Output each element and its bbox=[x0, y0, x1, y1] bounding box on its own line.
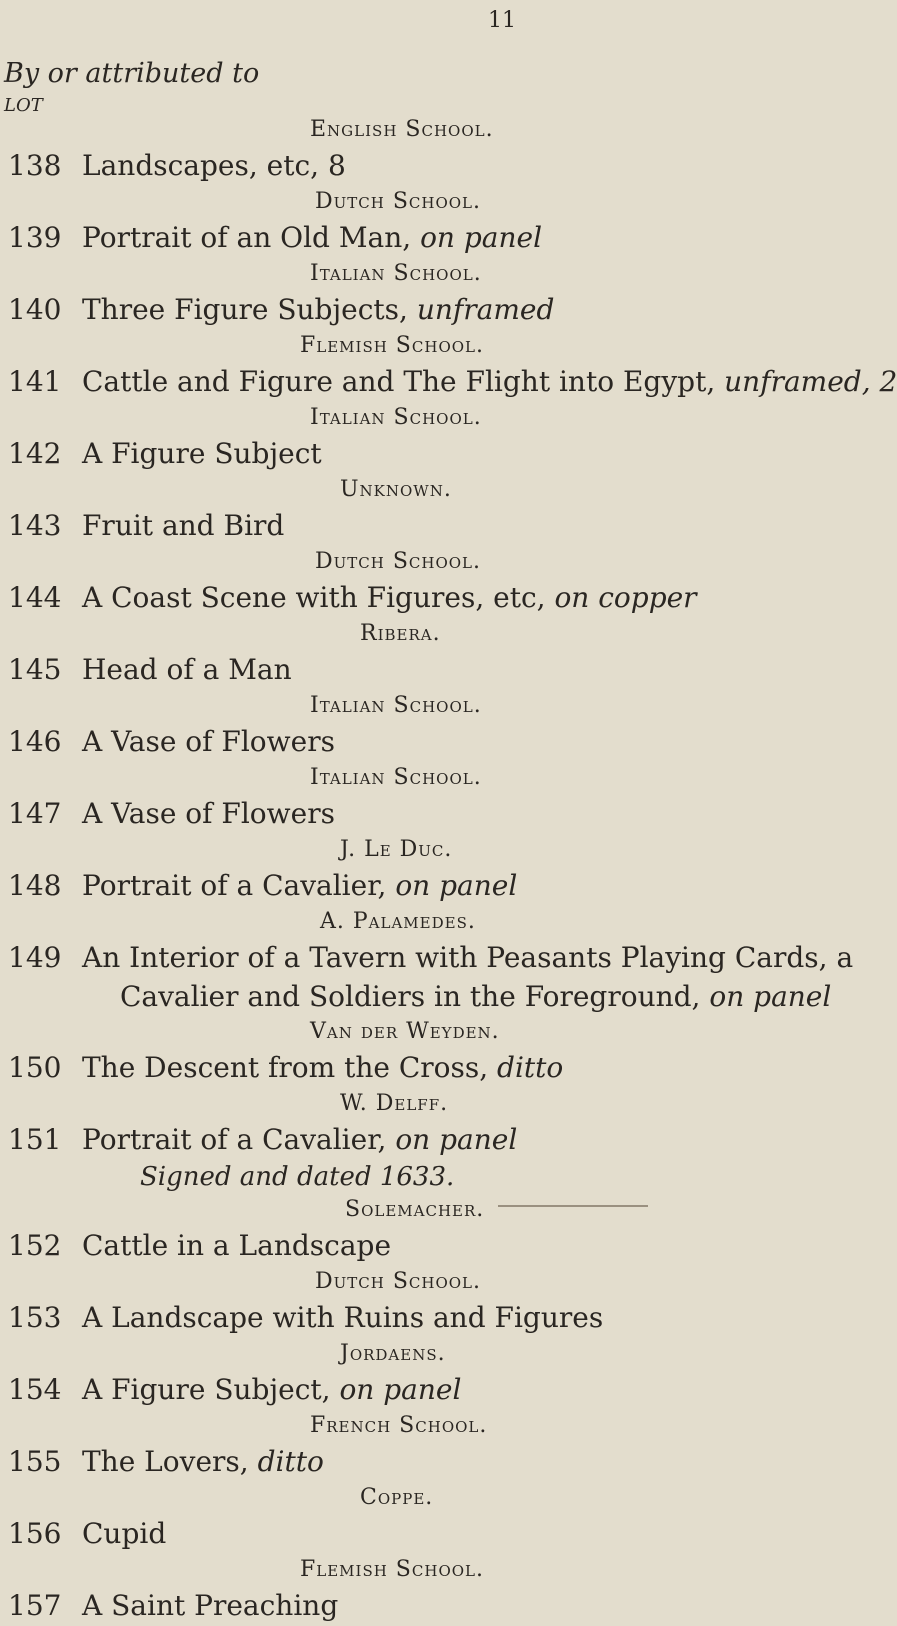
lot-title bbox=[82, 1370, 461, 1410]
lot-title bbox=[82, 650, 292, 690]
page-number: 11 bbox=[488, 8, 516, 33]
lot-row bbox=[0, 866, 800, 906]
lot-title bbox=[82, 938, 853, 978]
lot-entry bbox=[0, 1266, 800, 1338]
lot-title bbox=[82, 1586, 338, 1626]
lot-note: on panel bbox=[395, 869, 518, 902]
attribution: Coppe. bbox=[360, 1485, 434, 1510]
attribution: Solemacher. bbox=[345, 1197, 485, 1222]
lot-entry bbox=[0, 1088, 800, 1194]
lot-note: on panel bbox=[339, 1373, 462, 1406]
attribution: A. Palamedes. bbox=[320, 909, 476, 934]
lot-note: ditto bbox=[257, 1445, 324, 1478]
page-heading: By or attributed to bbox=[4, 58, 260, 89]
lot-number: 141 bbox=[8, 365, 62, 398]
lot-row bbox=[0, 362, 897, 402]
lot-entry bbox=[0, 762, 800, 834]
lot-row bbox=[0, 1586, 800, 1626]
attribution: Italian School. bbox=[310, 405, 482, 430]
attribution: Unknown. bbox=[340, 477, 452, 502]
lot-title bbox=[82, 866, 517, 906]
lot-number: 150 bbox=[8, 1051, 62, 1084]
lot-title bbox=[82, 1514, 166, 1554]
lot-row bbox=[0, 722, 800, 762]
attribution: Italian School. bbox=[310, 261, 482, 286]
lot-entry bbox=[0, 474, 800, 546]
lot-column-header: LOT bbox=[4, 95, 43, 116]
lot-title-text: An Interior of a Tavern with Peasants Playing Cards, a bbox=[82, 941, 854, 974]
lot-row bbox=[0, 218, 800, 258]
lot-title bbox=[82, 1048, 563, 1088]
lot-row bbox=[0, 290, 800, 330]
lot-entry bbox=[0, 834, 800, 906]
lot-title bbox=[82, 722, 335, 762]
lot-title bbox=[82, 362, 897, 402]
attribution: Dutch School. bbox=[315, 1269, 482, 1294]
attribution: Flemish School. bbox=[300, 333, 484, 358]
lot-number: 142 bbox=[8, 437, 62, 470]
lot-row bbox=[0, 1120, 800, 1160]
attribution: English School. bbox=[310, 117, 494, 142]
lot-title-text: Portrait of an Old Man, bbox=[82, 221, 412, 254]
lot-entry bbox=[0, 906, 854, 1016]
lot-row bbox=[0, 506, 800, 546]
lot-number: 153 bbox=[8, 1301, 62, 1334]
lot-number: 157 bbox=[8, 1589, 62, 1622]
lot-title-text: Landscapes, etc, 8 bbox=[82, 149, 346, 182]
lot-title-text: Portrait of a Cavalier, bbox=[82, 869, 387, 902]
lot-number: 138 bbox=[8, 149, 62, 182]
attribution: Italian School. bbox=[310, 693, 482, 718]
lot-row bbox=[0, 578, 800, 618]
lot-number: 152 bbox=[8, 1229, 62, 1262]
lot-title-text: A Landscape with Ruins and Figures bbox=[82, 1301, 604, 1334]
lot-title-text: Three Figure Subjects, bbox=[82, 293, 408, 326]
lot-title bbox=[82, 290, 554, 330]
lot-number: 143 bbox=[8, 509, 62, 542]
lot-list bbox=[0, 114, 897, 1626]
lot-title bbox=[82, 578, 697, 618]
lot-entry bbox=[0, 258, 800, 330]
signed-note: Signed and dated 1633. bbox=[140, 1162, 455, 1192]
lot-title-text: Cupid bbox=[82, 1517, 167, 1550]
lot-number: 155 bbox=[8, 1445, 62, 1478]
end-rule bbox=[498, 1205, 648, 1207]
lot-row bbox=[0, 1514, 800, 1554]
lot-title-text: Portrait of a Cavalier, bbox=[82, 1123, 387, 1156]
lot-row bbox=[0, 1442, 800, 1482]
attribution: Dutch School. bbox=[315, 189, 482, 214]
lot-row bbox=[0, 1048, 800, 1088]
lot-entry bbox=[0, 186, 800, 258]
lot-number: 154 bbox=[8, 1373, 62, 1406]
lot-title-text: A Figure Subject, bbox=[82, 1373, 331, 1406]
lot-row bbox=[0, 1370, 800, 1410]
lot-entry bbox=[0, 1482, 800, 1554]
lot-title-text: A Saint Preaching bbox=[82, 1589, 339, 1622]
continuation-text: Cavalier and Soldiers in the Foreground, bbox=[120, 980, 701, 1013]
lot-number: 146 bbox=[8, 725, 62, 758]
lot-number: 140 bbox=[8, 293, 62, 326]
lot-title bbox=[82, 1226, 391, 1266]
attribution: Van der Weyden. bbox=[310, 1019, 500, 1044]
lot-entry bbox=[0, 1016, 800, 1088]
lot-title-text: A Figure Subject bbox=[82, 437, 322, 470]
lot-entry bbox=[0, 330, 897, 402]
lot-number: 147 bbox=[8, 797, 62, 830]
lot-note: unframed bbox=[416, 293, 555, 326]
lot-title bbox=[82, 1120, 517, 1160]
lot-row bbox=[0, 1298, 800, 1338]
lot-title bbox=[82, 506, 284, 546]
lot-row bbox=[0, 146, 800, 186]
lot-title-continuation bbox=[0, 978, 832, 1016]
lot-title bbox=[82, 146, 346, 186]
lot-entry bbox=[0, 690, 800, 762]
lot-entry bbox=[0, 1338, 800, 1410]
lot-title-text: The Descent from the Cross, bbox=[82, 1051, 489, 1084]
lot-entry bbox=[0, 402, 800, 474]
lot-row bbox=[0, 794, 800, 834]
continuation-note: on panel bbox=[709, 980, 832, 1013]
lot-note: unframed, 2 bbox=[724, 365, 897, 398]
lot-title bbox=[82, 794, 335, 834]
lot-title-text: A Vase of Flowers bbox=[82, 797, 335, 830]
lot-note: ditto bbox=[497, 1051, 564, 1084]
lot-number: 148 bbox=[8, 869, 62, 902]
lot-title bbox=[82, 218, 542, 258]
attribution: W. Delff. bbox=[340, 1091, 449, 1116]
lot-title-text: A Vase of Flowers bbox=[82, 725, 335, 758]
lot-entry bbox=[0, 1410, 800, 1482]
attribution: Jordaens. bbox=[340, 1341, 446, 1366]
attribution: Dutch School. bbox=[315, 549, 482, 574]
lot-title bbox=[82, 434, 322, 474]
lot-number: 144 bbox=[8, 581, 62, 614]
lot-title-text: Head of a Man bbox=[82, 653, 292, 686]
lot-entry bbox=[0, 1554, 800, 1626]
lot-title-text: Cattle and Figure and The Flight into Egypt, bbox=[82, 365, 716, 398]
lot-title-text: Fruit and Bird bbox=[82, 509, 285, 542]
lot-title-text: Cattle in a Landscape bbox=[82, 1229, 392, 1262]
lot-row bbox=[0, 1226, 800, 1266]
lot-title bbox=[82, 1298, 603, 1338]
lot-title-text: A Coast Scene with Figures, etc, bbox=[82, 581, 546, 614]
attribution: Italian School. bbox=[310, 765, 482, 790]
lot-row bbox=[0, 938, 854, 978]
lot-title-text: The Lovers, bbox=[82, 1445, 249, 1478]
lot-row bbox=[0, 434, 800, 474]
lot-number: 156 bbox=[8, 1517, 62, 1550]
lot-number: 149 bbox=[8, 941, 62, 974]
attribution: French School. bbox=[310, 1413, 488, 1438]
lot-number: 151 bbox=[8, 1123, 62, 1156]
attribution: J. Le Duc. bbox=[340, 837, 453, 862]
lot-entry bbox=[0, 114, 800, 186]
lot-number: 145 bbox=[8, 653, 62, 686]
lot-number: 139 bbox=[8, 221, 62, 254]
lot-note: on panel bbox=[395, 1123, 518, 1156]
attribution: Ribera. bbox=[360, 621, 441, 646]
lot-note: on panel bbox=[420, 221, 543, 254]
lot-entry bbox=[0, 1194, 800, 1266]
lot-title bbox=[82, 1442, 324, 1482]
lot-entry bbox=[0, 618, 800, 690]
lot-row bbox=[0, 650, 800, 690]
lot-note: on copper bbox=[554, 581, 697, 614]
lot-entry bbox=[0, 546, 800, 618]
attribution: Flemish School. bbox=[300, 1557, 484, 1582]
